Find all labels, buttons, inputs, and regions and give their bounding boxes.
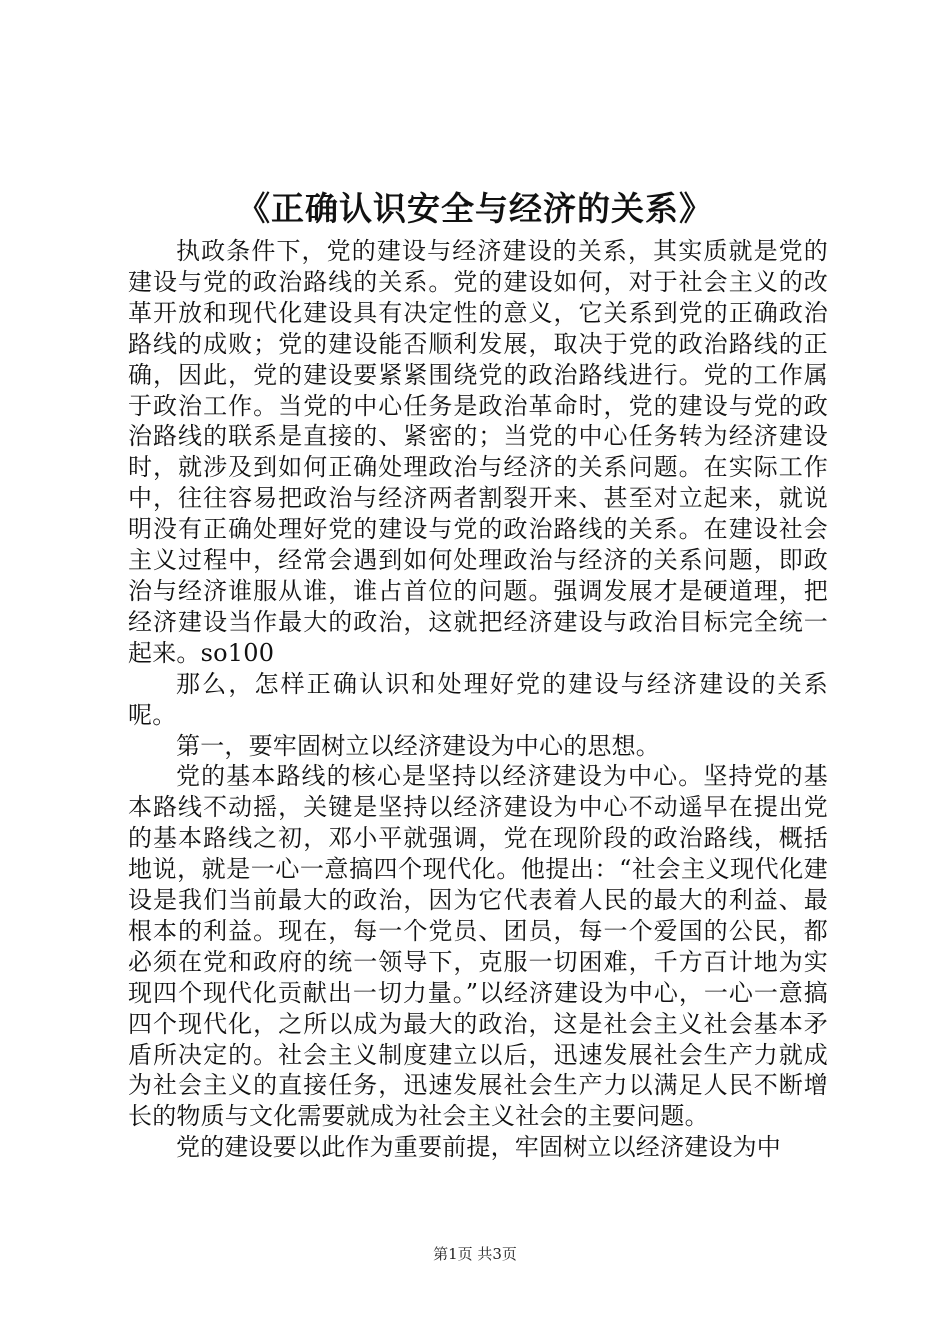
paragraph-intro: 执政条件下，党的建设与经济建设的关系，其实质就是党的建设与党的政治路线的关系。党的建设如何，对于社会主义的改革开放和现代化建设具有决定性的意义，它关系到党的正确政治路线的成败；党的建设能否顺利发展，取决于党的政治路线的正确，因此，党的建设要紧紧围绕党的政治路线进行。党的工作属于政治工作。当党的中心任务是政治革命时，党的建设与党的政治路线的联系是直接的、紧密的；当党的中心任务转为经济建设时，就涉及到如何正确处理政治与经济的关系问题。在实际工作中，往往容易把政治与经济两者割裂开来、甚至对立起来，就说明没有正确处理好党的建设与党的政治路线的关系。在建设社会主义过程中，经常会遇到如何处理政治与经济的关系问题，即政治与经济谁服从谁，谁占首位的问题。强调发展才是硬道理，把经济建设当作最大的政治，这就把经济建设与政治目标完全统一起来。so100 <box>128 237 828 667</box>
paragraph-premise: 党的建设要以此作为重要前提，牢固树立以经济建设为中 <box>176 1133 781 1162</box>
document-body <box>128 236 828 1163</box>
page-footer: 第1页 共3页 <box>433 1245 517 1263</box>
paragraph-basic-line: 党的基本路线的核心是坚持以经济建设为中心。坚持党的基本路线不动摇，关键是坚持以经济建设为中心不动遥早在提出党的基本路线之初，邓小平就强调，党在现阶段的政治路线，概括地说，就是一心一意搞四个现代化。他提出：“社会主义现代化建设是我们当前最大的政治，因为它代表着人民的最大的利益、最根本的利益。现在，每一个党员、团员，每一个爱国的公民，都必须在党和政府的统一领导下，克服一切困难，千方百计地为实现四个现代化贡献出一切力量。”以经济建设为中心，一心一意搞四个现代化，之所以成为最大的政治，这是社会主义社会基本矛盾所决定的。社会主义制度建立以后，迅速发展社会生产力就成为社会主义的直接任务，迅速发展社会生产力以满足人民不断增长的物质与文化需要就成为社会主义社会的主要问题。 <box>128 762 828 1131</box>
document-title: 《正确认识安全与经济的关系》 <box>237 189 713 228</box>
paragraph-question: 那么，怎样正确认识和处理好党的建设与经济建设的关系呢。 <box>128 669 828 729</box>
paragraph-point-one: 第一，要牢固树立以经济建设为中心的思想。 <box>176 731 660 760</box>
